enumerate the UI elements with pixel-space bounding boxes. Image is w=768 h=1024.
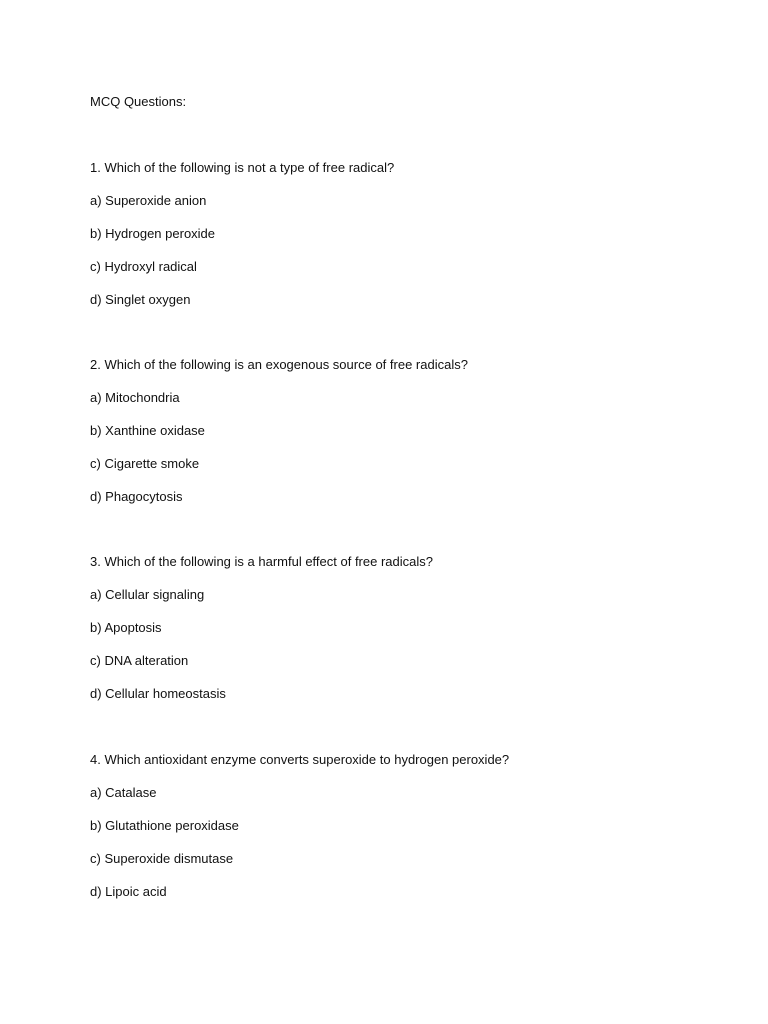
answer-option: b) Glutathione peroxidase [90, 818, 239, 833]
answer-option: b) Hydrogen peroxide [90, 226, 216, 241]
answer-option: d) Phagocytosis [90, 489, 183, 504]
answer-option: c) Cigarette smoke [90, 456, 200, 471]
question-text: 1. Which of the following is not a type of free radical? [90, 160, 395, 175]
question-block [90, 159, 730, 309]
answer-option: d) Cellular homeostasis [90, 686, 226, 701]
question-text: 4. Which antioxidant enzyme converts superoxide to hydrogen peroxide? [90, 752, 510, 767]
answer-option: d) Singlet oxygen [90, 292, 191, 307]
question-block [90, 356, 730, 506]
question-block [90, 751, 730, 901]
answer-option: a) Superoxide anion [90, 193, 207, 208]
answer-option: a) Mitochondria [90, 390, 180, 405]
answer-option: d) Lipoic acid [90, 884, 167, 899]
answer-option: c) Superoxide dismutase [90, 851, 234, 866]
document-title: MCQ Questions: [90, 94, 187, 109]
answer-option: a) Cellular signaling [90, 587, 205, 602]
answer-option: b) Apoptosis [90, 620, 162, 635]
question-text: 3. Which of the following is a harmful effect of free radicals? [90, 554, 433, 569]
answer-option: c) DNA alteration [90, 653, 189, 668]
question-block [90, 553, 730, 703]
answer-option: c) Hydroxyl radical [90, 259, 197, 274]
question-text: 2. Which of the following is an exogenous source of free radicals? [90, 357, 468, 372]
answer-option: a) Catalase [90, 785, 157, 800]
answer-option: b) Xanthine oxidase [90, 423, 205, 438]
